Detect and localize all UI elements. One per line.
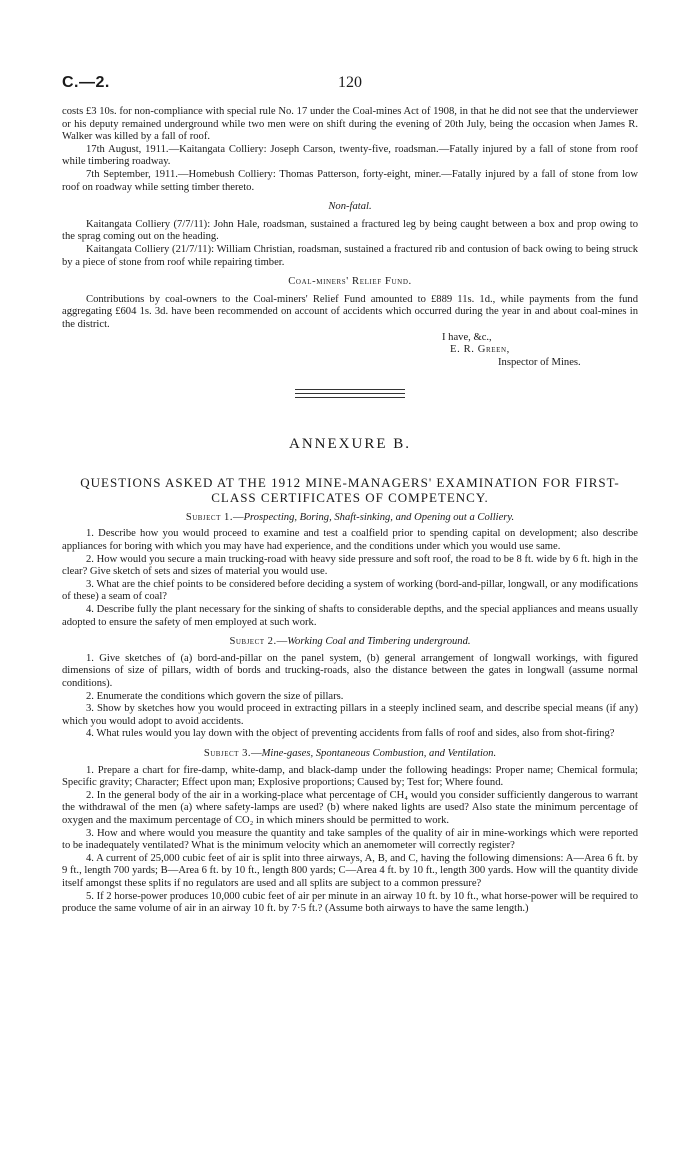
signature-closing: I have, &c., [442,331,492,343]
page-body [62,106,638,916]
question: 1. Describe how you would proceed to examine and test a coalfield prior to spending capital on development; also describe appliances for boring with which you may have had experience, and the conditions under which you would use same. [62,528,638,553]
question: 3. What are the chief points to be considered before deciding a system of working (bord-and-pillar, longwall, or any modifications of these) a seam of coal? [62,578,638,603]
question: 2. In the general body of the air in a working-place what percentage of CH₄ would you consider sufficiently dangerous to warrant the withdrawal of the men (a) where safety-lamps are used? (b) where naked lights are used? Also state the minimum percentage of oxygen and the maximum percentage of CO₂ in which miners should be permitted to work. [62,789,638,826]
relief-fund-heading: Coal-miners' Relief Fund. [288,276,412,288]
subject-topic: Mine-gases, Spontaneous Combustion, and Ventilation. [261,747,497,759]
annexure-title: ANNEXURE B. [289,436,411,453]
fatal-accident-1: 17th August, 1911.—Kaitangata Colliery: Joseph Carson, twenty-five, roadsman.—Fatally injured by a fall of stone from roof while timbering roadway. [62,143,638,168]
document-code: C.—2. [62,74,110,91]
signature-name: E. R. Green, [450,344,510,356]
question: 5. If 2 horse-power produces 10,000 cubic feet of air per minute in an airway 10 ft. by 10 ft., what horse-power will be required to produce the same volume of air in an airway 10 ft. by 7·5 ft.? (Assume both airways to have the same length.) [62,890,638,915]
question: 2. How would you secure a main trucking-road with heavy side pressure and soft roof, the road to be 8 ft. wide by 6 ft. high in the clear? Give sketch of sets and sizes of material you would use. [62,553,638,578]
subject-topic: Working Coal and Timbering underground. [287,636,471,648]
question: 4. What rules would you lay down with the object of preventing accidents from falls of roof and sides, also from shot-firing? [86,728,615,740]
page-number: 120 [338,74,362,91]
subject-topic: Prospecting, Boring, Shaft-sinking, and Opening out a Colliery. [243,511,515,523]
relief-fund-paragraph: Contributions by coal-owners to the Coal-miners' Relief Fund amounted to £889 11s. 1d., while payments from the fund aggregating £604 1s. 3d. have been recommended on account of accidents which occurred during the year in and about coal-mines in the district. [62,293,638,330]
nonfatal-accident-2: Kaitangata Colliery (21/7/11): William Christian, roadsman, sustained a fractured rib and contusion of back owing to being struck by a piece of stone from roof while repairing timber. [62,243,638,268]
question: 4. A current of 25,000 cubic feet of air is split into three airways, A, B, and C, having the following dimensions: A—Area 6 ft. by 9 ft., length 700 yards; B—Area 6 ft. by 10 ft., length 800 yards; C—Area 4 ft. by 10 ft., length 300 yards. How will the quantity divide itself amongst these splits if no regulators are used and all splits are subject to a common pressure? [62,852,638,889]
subject-label: Subject 1. [185,511,233,523]
subject-label: Subject 2. [229,636,277,648]
subject-label: Subject 3. [203,747,252,759]
paragraph-costs: costs £3 10s. for non-compliance with special rule No. 17 under the Coal-mines Act of 1908, in that he did not see that the underviewer or his deputy remained underground while two men were on shift during the evening of 20th July, being the occasion when James R. Walker was killed by a fall of roof. [62,106,638,143]
question: 3. Show by sketches how you would proceed in extracting pillars in a steeply inclined seam, and describe special means (if any) which you would adopt to avoid accidents. [62,703,638,727]
subject-2-heading: Subject 2.—Working Coal and Timbering underground. [229,636,471,648]
question: 2. Enumerate the conditions which govern the size of pillars. [86,690,344,702]
question: 1. Prepare a chart for fire-damp, white-damp, and black-damp under the following headings: Proper name; Chemical formula; Specific gravity; Character; Effect upon man; Explosive proportions; Caused by; Test for; Where found. [62,764,638,789]
question: 4. Describe fully the plant necessary for the sinking of shafts to considerable depths, and the special appliances and means usually adopted to ensure the safety of men employed at such work. [62,604,638,628]
question: 1. Give sketches of (a) bord-and-pillar on the panel system, (b) general arrangement of longwall workings, with figured dimensions of size of pillars, width of bords and trucking-roads, also the distance between the gates in longwall (assume normal conditions). [62,652,638,689]
subject-3-heading: Subject 3.—Mine-gases, Spontaneous Combustion, and Ventilation. [203,747,497,759]
section-divider [295,389,405,398]
annexure-heading: QUESTIONS ASKED AT THE 1912 MINE-MANAGERS' EXAMINATION FOR FIRST-CLASS CERTIFICATES OF COMPETENCY. [80,474,620,505]
subject-1-heading: Subject 1.—Prospecting, Boring, Shaft-sinking, and Opening out a Colliery. [185,511,515,523]
nonfatal-accident-1: Kaitangata Colliery (7/7/11): John Hale, roadsman, sustained a fractured leg by being caught between a box and prop owing to the sprag coming out on the heading. [62,218,638,243]
fatal-accident-2: 7th September, 1911.—Homebush Colliery: Thomas Patterson, forty-eight, miner.—Fatally injured by a fall of stone from low roof on roadway while setting timber thereto. [62,168,638,193]
signature-title: Inspector of Mines. [498,356,581,368]
page-header [62,74,638,94]
nonfatal-heading: Non-fatal. [328,201,372,213]
question: 3. How and where would you measure the quantity and take samples of the quality of air in mine-workings which were reported to be inadequately ventilated? What is the minimum velocity which an anemometer will correctly register? [62,827,638,852]
